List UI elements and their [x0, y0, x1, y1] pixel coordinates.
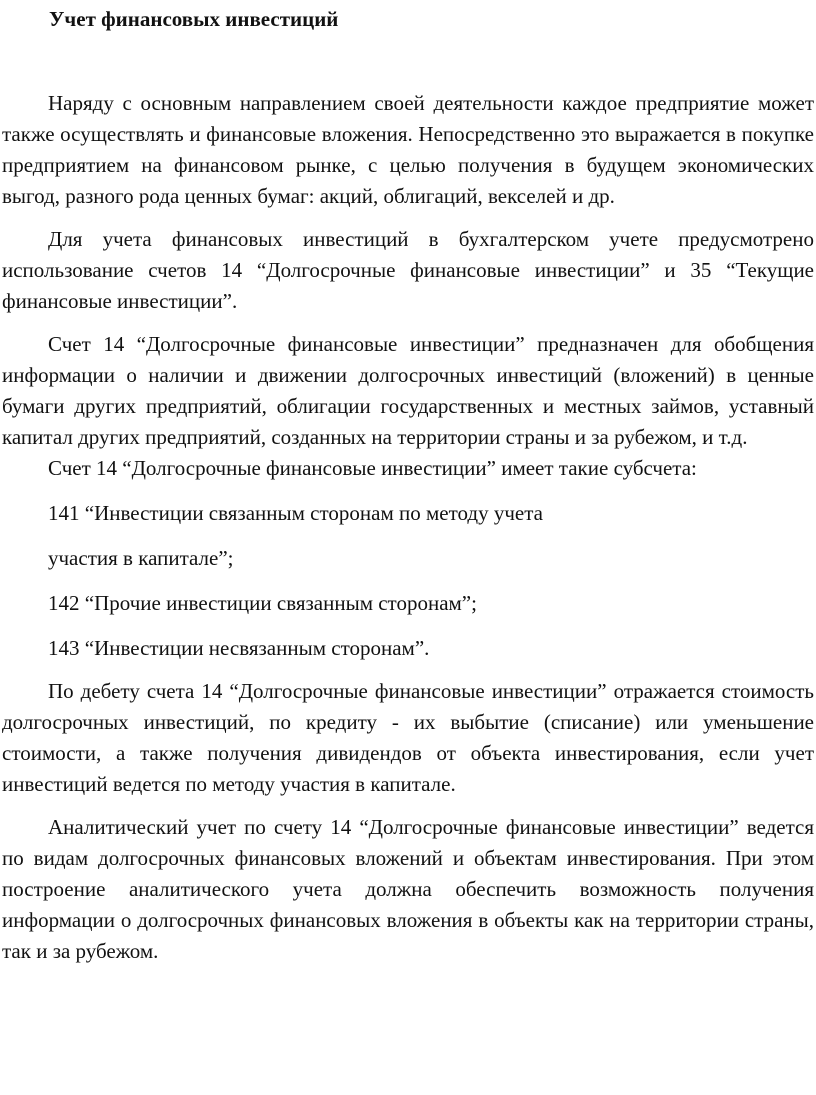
paragraph-analytics: Аналитический учет по счету 14 “Долгосрочные финансовые инвестиции” ведется по видам долгосрочных финансовых вложений и объектам инвестирования. При этом построение аналитического учета должна обеспечить возможность получения информации о долгосрочных финансовых вложения в объекты как на территории страны, так и за рубежом. [2, 815, 814, 963]
document-title: Учет финансовых инвестиций [49, 7, 339, 31]
paragraph-subaccounts: Счет 14 “Долгосрочные финансовые инвестиции” имеет такие субсчета: [48, 456, 697, 480]
paragraph-accounts: Для учета финансовых инвестиций в бухгалтерском учете предусмотрено использование счетов 14 “Долгосрочные финансовые инвестиции” и 35 “Текущие финансовые инвестиции”. [2, 227, 814, 313]
paragraph-account-14: Счет 14 “Долгосрочные финансовые инвестиции” предназначен для обобщения информации о наличии и движении долгосрочных инвестиций (вложений) в ценные бумаги других предприятий, облигации государственных и местных займов, уставный капитал других предприятий, созданных на территории страны и за рубежом, и т.д. [2, 332, 814, 449]
subaccount-143: 143 “Инвестиции несвязанным сторонам”. [48, 636, 430, 660]
paragraph-intro: Наряду с основным направлением своей деятельности каждое предприятие может также осуществлять и финансовые вложения. Непосредственно это выражается в покупке предприятием на финансовом рынке, с целью получения в будущем экономических выгод, разного рода ценных бумаг: акций, облигаций, векселей и др. [2, 91, 814, 208]
subaccount-141-cont: участия в капитале”; [48, 546, 234, 570]
paragraph-debit-credit: По дебету счета 14 “Долгосрочные финансовые инвестиции” отражается стоимость долгосрочных инвестиций, по кредиту - их выбытие (списание) или уменьшение стоимости, а также получения дивидендов от объекта инвестирования, если учет инвестиций ведется по методу участия в капитале. [2, 679, 814, 796]
subaccount-141: 141 “Инвестиции связанным сторонам по методу учета [48, 501, 543, 525]
subaccount-142: 142 “Прочие инвестиции связанным сторонам”; [48, 591, 477, 615]
